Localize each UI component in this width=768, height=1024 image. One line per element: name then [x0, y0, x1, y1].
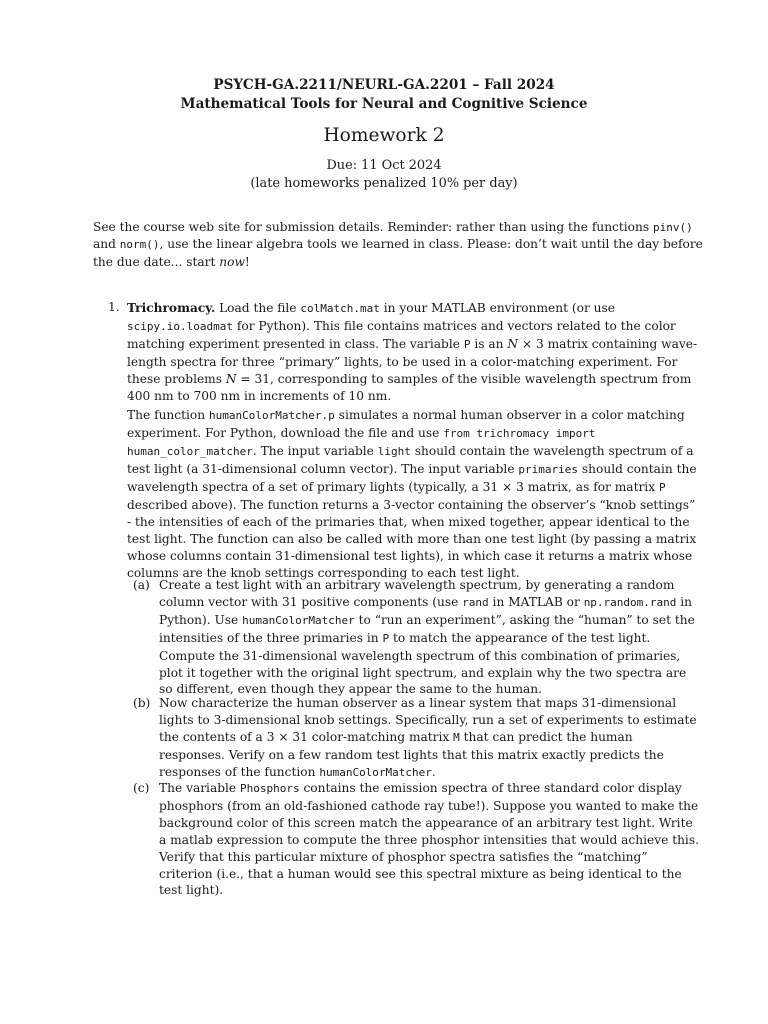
code-humancolormatcher: humanColorMatcher — [242, 613, 355, 627]
problem-text: = 31, corresponding to samples of the visible wavelength spectrum from 400 nm to 700 nm in increments of 10 nm. — [127, 371, 692, 403]
problem-text: should contain the wavelength spectrum of a test light (a 31-dimensional column vector). The input variable — [127, 444, 694, 477]
emphasis-now: now — [219, 254, 245, 269]
subproblem-text: The variable — [159, 781, 240, 795]
course-code: PSYCH-GA.2211/NEURL-GA.2201 – Fall 2024 — [213, 77, 555, 93]
subproblem-text: . — [431, 764, 436, 779]
late-policy: (late homeworks penalized 10% per day) — [250, 176, 518, 191]
problem-trichromacy — [127, 300, 702, 582]
code-import: from trichromacy import human_color_matcher — [127, 427, 596, 459]
code-loadmat: scipy.io.loadmat — [127, 319, 233, 333]
code-P: P — [382, 631, 390, 645]
problem-text: . The input variable — [252, 444, 378, 459]
subproblem-label: (a) — [133, 578, 150, 592]
intro-text: and — [93, 237, 120, 252]
problem-text: in your MATLAB environment (or use — [379, 301, 615, 315]
subproblem-text: to “run an experiment”, asking the “human” to set the intensities of the three primaries in — [159, 612, 695, 645]
problem-text: described above). The function returns a 3-vector containing the observer’s “knob settings” - the intensities of each of the primaries that, when mixed together, appear identical to the test light. The function can also be called with more than one test light (by passing a matrix whose columns contain 31-dimensional test lights), in which case it returns a matrix whose columns are the knob settings corresponding to each test light. — [127, 497, 697, 580]
code-P: P — [658, 481, 666, 495]
subproblem-text: that can predict the human responses. Verify on a few random test lights that this matrix exactly predicts the responses of the function — [159, 729, 664, 779]
code-norm: norm() — [119, 238, 160, 252]
subproblem-text: Create a test light with an arbitrary wavelength spectrum, by generating a random column vector with 31 positive components (use — [159, 578, 675, 609]
intro-paragraph — [93, 219, 703, 271]
problem-text: × 3 matrix containing wave-length spectra for three “primary” lights, to be used in a color-matching experiment. For these problems — [127, 336, 698, 386]
problem-text: simulates a normal human observer in a color matching experiment. For Python, download the file and use — [127, 408, 685, 441]
subproblem-body — [159, 780, 702, 899]
code-light: light — [377, 445, 411, 459]
subproblem-text: to match the appearance of the test light. Compute the 31-dimensional wavelength spectrum of this combination of primaries, plot it together with the original light spectrum, and explain why the two spectra are so different, even though they appear the same to the human. — [159, 630, 687, 697]
problem-text: is an — [470, 336, 508, 351]
intro-text: See the course web site for submission details. Reminder: rather than using the functions — [93, 220, 653, 234]
page-title: Homework 2 — [323, 125, 445, 146]
subproblem-text: Now characterize the human observer as a linear system that maps 31-dimensional lights to 3-dimensional knob settings. Specifically, run a set of experiments to estimate the contents of a 3 × 31 color-matching matrix — [159, 696, 697, 744]
intro-text: ! — [244, 254, 250, 269]
subproblem-b — [127, 695, 702, 782]
code-primaries: primaries — [518, 463, 579, 477]
intro-text: , use the linear algebra tools we learned in class. Please: don’t wait until the day before the due date... start — [93, 237, 703, 269]
subproblem-text: in Python). Use — [159, 594, 693, 627]
course-title: Mathematical Tools for Neural and Cognitive Science — [180, 96, 588, 112]
code-M: M — [453, 730, 460, 744]
problem-text: Load the file — [215, 301, 301, 315]
code-rand: rand — [462, 595, 489, 609]
problem-text: for Python). This file contains matrices and vectors related to the color matching experiment presented in class. The variable — [127, 318, 676, 351]
subproblem-a — [127, 577, 702, 698]
code-phosphors: Phosphors — [240, 782, 300, 795]
problem-text: The function — [127, 408, 209, 423]
math-N: N — [507, 336, 519, 351]
problem-heading: Trichromacy. — [127, 301, 216, 315]
subproblem-body — [159, 577, 702, 698]
subproblem-label: (c) — [133, 781, 150, 795]
subproblem-c — [127, 780, 702, 899]
subproblem-body — [159, 695, 702, 782]
code-humancolormatcher-p: humanColorMatcher.p — [208, 409, 335, 423]
subproblem-text: contains the emission spectra of three standard color display phosphors (from an old-fashioned cathode ray tube!). Suppose you wanted to make the background color of this screen match the appearance of an arbitrary test light. Write a matlab expression to compute the three phosphor intensities that would achieve this. Verify that this particular mixture of phosphor spectra satisfies the “matching” criterion (i.e., that a human would see this spectral mixture as being identical to the test light). — [159, 781, 699, 898]
code-P: P — [463, 337, 471, 351]
due-date: Due: 11 Oct 2024 — [326, 158, 442, 173]
subproblem-label: (b) — [133, 696, 151, 710]
problem-text: should contain the wavelength spectra of a set of primary lights (typically, a 31 × 3 matrix, as for matrix — [127, 462, 697, 495]
subproblem-text: in MATLAB or — [488, 594, 584, 609]
problem-paragraph-2 — [127, 407, 702, 581]
problem-number: 1. — [108, 300, 120, 314]
code-colmatch: colMatch.mat — [300, 302, 380, 315]
problem-paragraph-1 — [127, 300, 702, 404]
code-humancolormatcher: humanColorMatcher — [319, 765, 432, 779]
code-np-random-rand: np.random.rand — [583, 595, 677, 609]
code-pinv: pinv() — [652, 221, 693, 234]
math-N: N — [225, 371, 237, 386]
